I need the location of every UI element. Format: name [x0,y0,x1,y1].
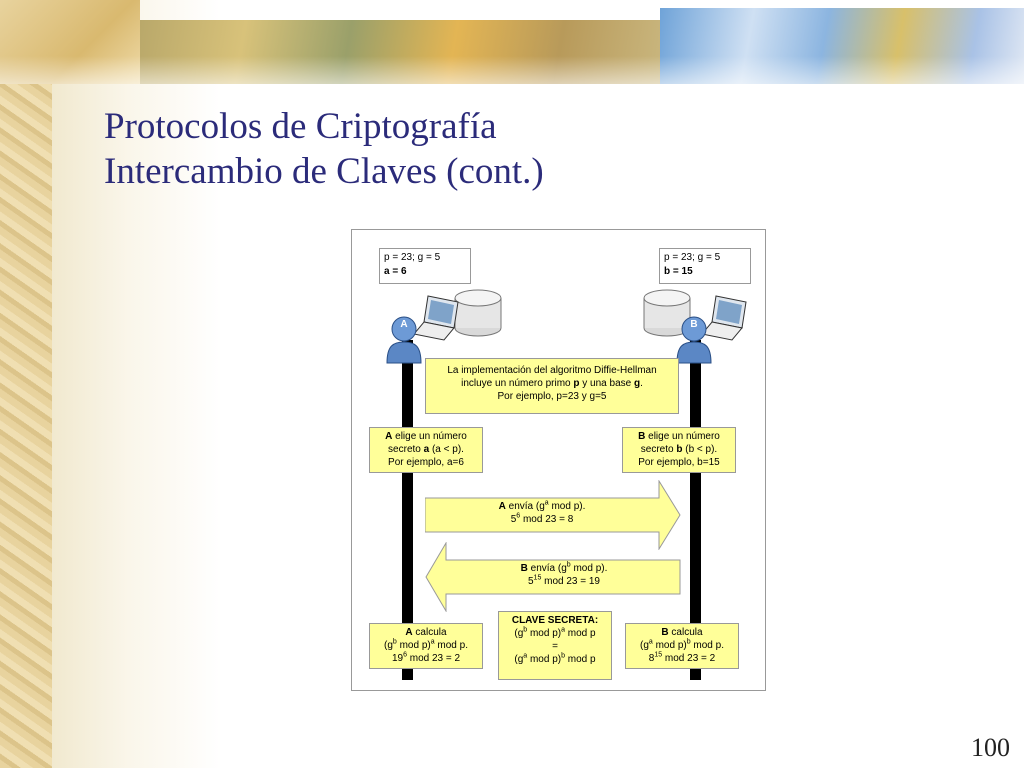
callout-b: p = 23; g = 5 b = 15 [659,248,751,284]
title-line-2: Intercambio de Claves (cont.) [104,151,544,192]
label-a: A [400,319,408,330]
intro-box: La implementación del algoritmo Diffie-Hellman incluye un número primo p y una base g. Por ejemplo, p=23 y g=5 [425,358,679,414]
a-send-text: A envía ($g^a$ mod p). $5^6$ mod 23 = 8 [498,499,586,525]
b-choose-box: B elige un número secreto b (b < p). Por ejemplo, b=15 [622,427,736,473]
label-b: B [690,319,698,330]
top-decorative-banner [0,0,1024,84]
page-number: 100 [971,733,1010,762]
slide-title [104,104,544,194]
left-decorative-strip [0,0,52,768]
callout-a: p = 23; g = 5 a = 6 [379,248,471,284]
title-line-1: Protocolos de Criptografía [104,106,497,147]
b-calc-box: B calcula ($g^a$ mod p)$^b$ mod p. $8^{15}$ mod 23 = 2 [625,623,739,669]
diffie-hellman-diagram [351,229,766,691]
secret-key-box: CLAVE SECRETA: ($g^b$ mod p)$^a$ mod p = ($g^a$ mod p)$^b$ mod p [498,611,612,680]
a-calc-box: A calcula ($g^b$ mod p)$^a$ mod p. $19^6$ mod 23 = 2 [369,623,483,669]
b-send-text: B envía ($g^b$ mod p). $5^{15}$ mod 23 = 19 [520,561,608,587]
a-choose-box: A elige un número secreto a (a < p). Por ejemplo, a=6 [369,427,483,473]
